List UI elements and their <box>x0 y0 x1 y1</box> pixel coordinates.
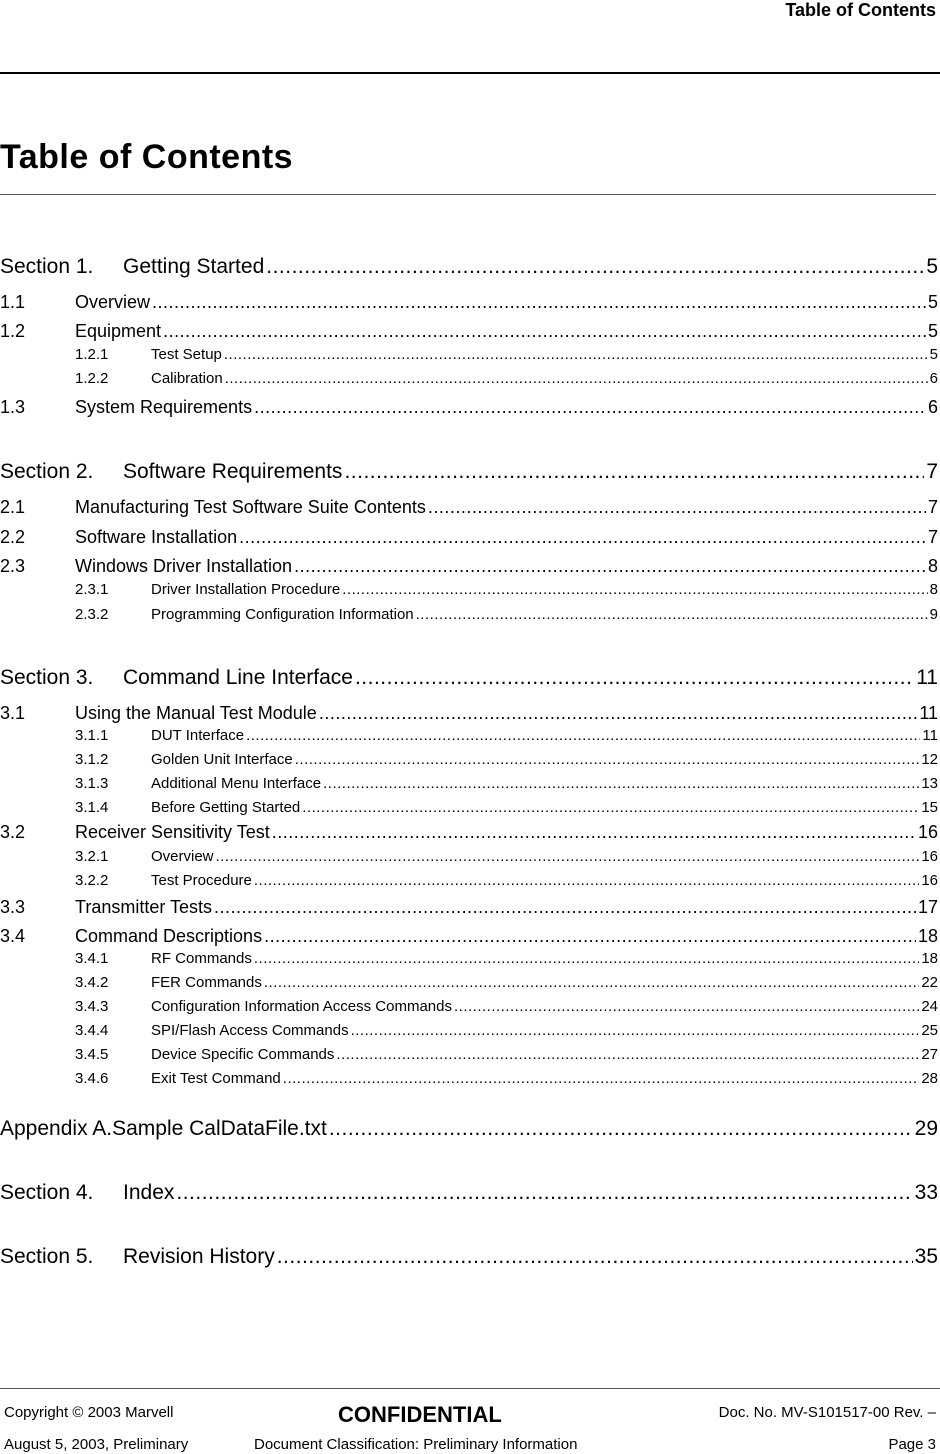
toc-leader-dots <box>355 666 914 690</box>
toc-leader-dots <box>428 497 926 518</box>
toc-entry[interactable] <box>0 370 938 387</box>
toc-entry-number: Section 2. <box>0 460 94 483</box>
toc-leader-dots <box>264 926 916 947</box>
toc-leader-dots <box>163 321 926 342</box>
toc-entry[interactable] <box>0 1070 938 1087</box>
footer-classification: Document Classification: Preliminary Information <box>254 1436 578 1453</box>
toc-leader-dots <box>329 1117 913 1141</box>
toc-entry[interactable] <box>0 556 938 577</box>
toc-entry-title: Driver Installation Procedure <box>151 581 341 598</box>
toc-entry-title: Windows Driver Installation <box>75 556 293 576</box>
toc-entry[interactable] <box>0 397 938 418</box>
toc-entry-number: 3.1.2 <box>75 751 109 768</box>
toc-entry-page: 17 <box>917 897 938 917</box>
toc-leader-dots <box>283 1070 920 1087</box>
toc-entry-page: 8 <box>927 556 938 576</box>
toc-entry-number: 2.1 <box>0 497 26 517</box>
toc-entry-page: 5 <box>927 292 938 312</box>
footer-confidential: CONFIDENTIAL <box>338 1402 502 1427</box>
toc-leader-dots <box>176 1181 912 1205</box>
toc-entry-number: 3.3 <box>0 897 26 917</box>
toc-entry-page: 15 <box>921 799 938 816</box>
title-rule <box>0 194 936 195</box>
toc-entry-number: Section 3. <box>0 666 94 689</box>
footer-copyright: Copyright © 2003 Marvell <box>4 1404 174 1421</box>
toc-entry-page: 33 <box>914 1181 938 1204</box>
toc-entry-number: 1.2 <box>0 321 26 341</box>
toc-entry-title: Transmitter Tests <box>75 897 213 917</box>
toc-leader-dots <box>277 1245 913 1269</box>
toc-entry-page: 27 <box>921 1046 938 1063</box>
toc-entry-page: 13 <box>921 775 938 792</box>
toc-entry[interactable] <box>0 822 938 843</box>
toc-entry-number: 1.2.2 <box>75 370 109 387</box>
toc-entry-title: Using the Manual Test Module <box>75 703 317 723</box>
toc-leader-dots <box>454 998 919 1015</box>
toc-entry[interactable] <box>0 497 938 518</box>
toc-entry-number: 3.4 <box>0 926 26 946</box>
toc-entry-page: 5 <box>926 255 938 278</box>
toc-entry[interactable] <box>0 799 938 816</box>
toc-entry[interactable] <box>0 872 938 889</box>
toc-entry-title: SPI/Flash Access Commands <box>151 1022 349 1039</box>
toc-entry-number: 3.1.1 <box>75 727 109 744</box>
toc-leader-dots <box>323 775 919 792</box>
toc-entry[interactable] <box>0 950 938 967</box>
toc-entry[interactable] <box>0 527 938 548</box>
toc-entry[interactable] <box>0 727 938 744</box>
toc-entry-page: 11 <box>916 666 938 689</box>
toc-entry-title: DUT Interface <box>151 727 245 744</box>
toc-entry-title: Appendix A.Sample CalDataFile.txt <box>0 1117 327 1140</box>
toc-leader-dots <box>152 292 926 313</box>
toc-entry-number: Section 4. <box>0 1181 94 1204</box>
toc-entry[interactable] <box>0 292 938 313</box>
toc-entry-page: 18 <box>921 950 938 967</box>
toc-entry-number: 1.2.1 <box>75 346 109 363</box>
toc-entry[interactable] <box>0 998 938 1015</box>
toc-entry[interactable] <box>0 1245 938 1269</box>
footer-date: August 5, 2003, Preliminary <box>4 1436 189 1453</box>
toc-entry-title: Golden Unit Interface <box>151 751 293 768</box>
toc-entry-title: Manufacturing Test Software Suite Contents <box>75 497 426 517</box>
toc-entry-number: 3.1.3 <box>75 775 109 792</box>
footer-rule <box>0 1388 940 1389</box>
toc-entry-page: 35 <box>914 1245 938 1268</box>
toc-entry[interactable] <box>0 926 938 947</box>
toc-entry-title: Overview <box>75 292 151 312</box>
toc-leader-dots <box>246 727 920 744</box>
toc-entry-title: RF Commands <box>151 950 252 967</box>
toc-entry-page: 11 <box>922 727 938 744</box>
toc-entry[interactable] <box>0 1022 938 1039</box>
toc-entry-number: 1.1 <box>0 292 26 312</box>
toc-entry-title: Software Requirements <box>123 460 343 483</box>
toc-leader-dots <box>344 460 924 484</box>
toc-entry-title: Command Line Interface <box>123 666 353 689</box>
toc-entry-number: 3.4.4 <box>75 1022 109 1039</box>
toc-entry-page: 22 <box>921 974 938 991</box>
toc-entry-number: 2.3.1 <box>75 581 109 598</box>
toc-entry-page: 6 <box>927 397 938 417</box>
toc-leader-dots <box>336 1046 919 1063</box>
toc-entry-number: Section 5. <box>0 1245 94 1268</box>
toc-leader-dots <box>225 370 928 387</box>
page-title: Table of Contents <box>0 138 294 176</box>
toc-leader-dots <box>416 606 928 623</box>
toc-entry-title: Before Getting Started <box>151 799 301 816</box>
toc-entry-number: 2.3.2 <box>75 606 109 623</box>
toc-entry-number: 2.2 <box>0 527 26 547</box>
toc-entry-title: System Requirements <box>75 397 253 417</box>
toc-entry-title: Additional Menu Interface <box>151 775 322 792</box>
toc-entry[interactable] <box>0 460 938 484</box>
toc-entry-number: 3.1 <box>0 703 26 723</box>
toc-entry[interactable] <box>0 666 938 690</box>
toc-entry-page: 16 <box>921 848 938 865</box>
toc-leader-dots <box>266 255 924 279</box>
toc-entry-number: 1.3 <box>0 397 26 417</box>
toc-entry-title: Software Installation <box>75 527 238 547</box>
toc-entry-number: Section 1. <box>0 255 94 278</box>
toc-entry[interactable] <box>0 974 938 991</box>
toc-entry[interactable] <box>0 1181 938 1205</box>
toc-entry-page: 16 <box>917 822 938 842</box>
toc-entry[interactable] <box>0 321 938 342</box>
toc-entry-number: 3.4.3 <box>75 998 109 1015</box>
toc-entry-number: 3.4.5 <box>75 1046 109 1063</box>
toc-entry-title: Index <box>123 1181 175 1204</box>
toc-entry-number: 3.4.2 <box>75 974 109 991</box>
toc-leader-dots <box>254 872 919 889</box>
toc-entry[interactable] <box>0 848 938 865</box>
toc-leader-dots <box>319 703 918 724</box>
toc-entry-title: Calibration <box>151 370 223 387</box>
toc-entry-number: 3.4.6 <box>75 1070 109 1087</box>
toc-entry-title: Getting Started <box>123 255 265 278</box>
toc-entry-number: 3.2.1 <box>75 848 109 865</box>
toc-entry-page: 16 <box>921 872 938 889</box>
toc-entry-title: Revision History <box>123 1245 275 1268</box>
toc-leader-dots <box>342 581 927 598</box>
toc-leader-dots <box>216 848 920 865</box>
toc-entry-title: Device Specific Commands <box>151 1046 335 1063</box>
toc-leader-dots <box>294 556 926 577</box>
toc-entry-title: Programming Configuration Information <box>151 606 414 623</box>
toc-entry[interactable] <box>0 255 938 279</box>
toc-entry-title: Test Setup <box>151 346 222 363</box>
running-header-title: Table of Contents <box>785 0 936 20</box>
toc-leader-dots <box>264 974 919 991</box>
footer-page-number: Page 3 <box>888 1436 936 1453</box>
toc-entry-title: Equipment <box>75 321 162 341</box>
toc-entry-page: 11 <box>919 703 938 723</box>
toc-entry-number: 3.2 <box>0 822 26 842</box>
toc-entry[interactable] <box>0 1046 938 1063</box>
toc-entry-page: 7 <box>927 497 938 517</box>
toc-leader-dots <box>224 346 928 363</box>
toc-entry-page: 5 <box>927 321 938 341</box>
toc-entry-title: FER Commands <box>151 974 262 991</box>
toc-entry-page: 29 <box>914 1117 938 1140</box>
toc-entry[interactable] <box>0 775 938 792</box>
header-rule <box>0 72 940 74</box>
toc-entry-page: 6 <box>929 370 938 387</box>
toc-entry-page: 7 <box>927 527 938 547</box>
toc-leader-dots <box>254 950 919 967</box>
toc-leader-dots <box>239 527 926 548</box>
toc-entry-number: 3.1.4 <box>75 799 109 816</box>
toc-entry-number: 2.3 <box>0 556 26 576</box>
toc-entry-page: 7 <box>926 460 938 483</box>
toc-leader-dots <box>272 822 916 843</box>
toc-entry-number: 3.4.1 <box>75 950 109 967</box>
toc-entry-page: 9 <box>929 606 938 623</box>
toc-entry-page: 12 <box>921 751 938 768</box>
toc-entry-title: Configuration Information Access Commands <box>151 998 452 1015</box>
toc-entry-number: 3.2.2 <box>75 872 109 889</box>
toc-entry-page: 24 <box>921 998 938 1015</box>
toc-entry-title: Command Descriptions <box>75 926 263 946</box>
toc-entry[interactable] <box>0 606 938 623</box>
toc-entry[interactable] <box>0 581 938 598</box>
toc-entry[interactable] <box>0 703 938 724</box>
toc-entry-title: Receiver Sensitivity Test <box>75 822 270 842</box>
toc-leader-dots <box>295 751 920 768</box>
toc-leader-dots <box>254 397 926 418</box>
toc-entry-page: 25 <box>921 1022 938 1039</box>
toc-leader-dots <box>351 1022 920 1039</box>
toc-entry-title: Exit Test Command <box>151 1070 281 1087</box>
toc-entry-page: 18 <box>917 926 938 946</box>
toc-entry[interactable] <box>0 897 938 918</box>
toc-entry[interactable] <box>0 751 938 768</box>
footer-doc-number: Doc. No. MV-S101517-00 Rev. – <box>718 1404 936 1421</box>
toc-entry-page: 5 <box>929 346 938 363</box>
toc-entry[interactable] <box>0 346 938 363</box>
toc-entry-title: Test Procedure <box>151 872 252 889</box>
toc-entry-page: 8 <box>929 581 938 598</box>
toc-entry[interactable] <box>0 1117 938 1141</box>
toc-leader-dots <box>302 799 919 816</box>
toc-entry-page: 28 <box>921 1070 938 1087</box>
toc-leader-dots <box>214 897 916 918</box>
toc-entry-title: Overview <box>151 848 214 865</box>
